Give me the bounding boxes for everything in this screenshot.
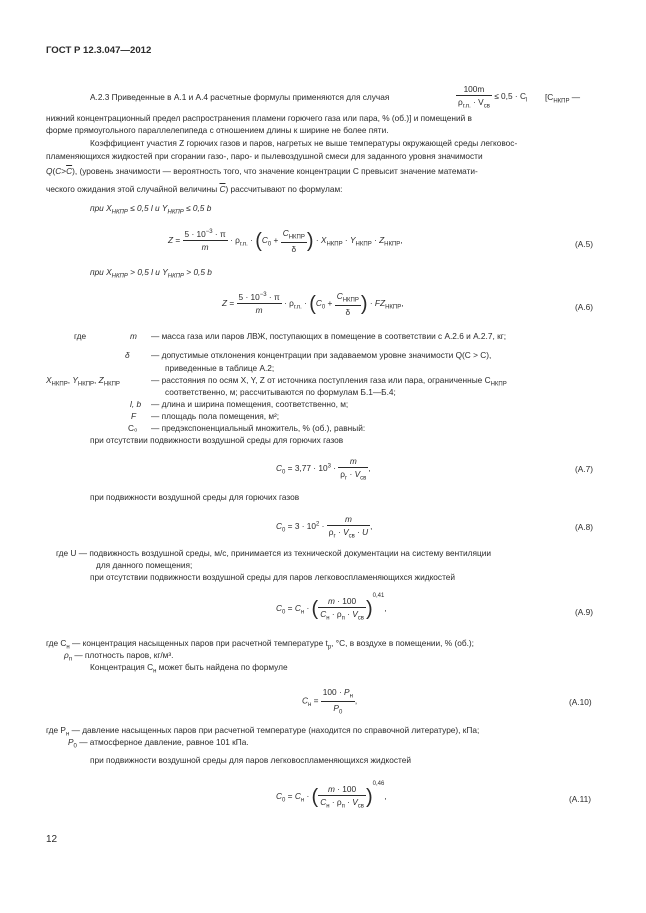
formula-a5: Z = $\frac{5 \cdot 10^{-3} \cdot \pi}{m}$ · $\rho_{г.п.} \cdot (C_0$ + $\frac{C_{НКПР}}{\delta}$ ) · $X_{НКПР} \cdot Y_{НКПР} \cdot Z_{НКПР}$, — [168, 228, 403, 254]
formula-a8: $C_0 = 3 \cdot 10^2$ · $\frac{m}{\rho_г \cdot V_{св} \cdot U}$ , — [276, 514, 373, 540]
formula-a7: $C_0 = 3,77 \cdot 10^3$ · $\frac{m}{\rho_г \cdot V_{св}}$ , — [276, 456, 371, 482]
paragraph-z-line3: $Q(C>\overline{C})$, (уровень значимости — вероятность того, что значение концентрации С превысит значение математи- — [46, 166, 478, 176]
equation-number-a7: (А.7) — [575, 464, 593, 474]
section-vapour-move: при подвижности воздушной среды для паров легковоспламеняющихся жидкостей — [90, 755, 411, 765]
def-U-line2: для данного помещения; — [96, 560, 193, 570]
equation-number-a6: (А.6) — [575, 302, 593, 312]
condition-2: при $X_{НКПР} > 0,5$ l и $Y_{НКПР} > 0,5$ b — [90, 267, 212, 280]
def-P0-line: $P_0$ — атмосферное давление, равное 101 кПа. — [68, 737, 249, 750]
paragraph-z-line2: пламеняющихся жидкостей при сгорании газо-, паро- и пылевоздушной смеси для заданного уровня значимости — [46, 151, 483, 161]
def-m-symbol: m — [130, 331, 137, 341]
page-number: 12 — [46, 834, 58, 845]
formula-a11: $C_0 = C_н$ · ( $\frac{m \cdot 100}{C_н \cdot \rho_п \cdot V_{св}}$ )$^{0,46}$, — [276, 781, 387, 810]
paragraph-a23-line1-tail: [$C_{НКПР}$ — — [545, 92, 581, 105]
equation-number-a9: (А.9) — [575, 607, 593, 617]
def-delta-text: — допустимые отклонения концентрации при задаваемом уровне значимости Q(С > C), — [151, 350, 492, 360]
where-label-1: где — [74, 331, 87, 341]
equation-number-a10: (А.10) — [569, 697, 592, 707]
def-m-text: — масса газа или паров ЛВЖ, поступающих в помещение в соответствии с А.2.6 и А.2.7, кг; — [151, 331, 507, 341]
def-xyz-text: — расстояния по осям X, Y, Z от источника поступления газа или пара, ограниченные $C_{НКПР}$ — [151, 375, 507, 388]
section-vapour-still: при отсутствии подвижности воздушной среды для паров легковоспламеняющихся жидкостей — [90, 572, 456, 582]
paragraph-a23-line1: A.2.3 Приведенные в А.1 и А.4 расчетные формулы применяются для случая — [90, 92, 390, 102]
condition-formula: $\frac{100m}{\rho_{г.п.} \cdot V_{св}}$ ≤ $0,5 \cdot C_l$ — [458, 84, 528, 110]
def-Pn-line: где $P_н$ — давление насыщенных паров при расчетной температуре (находится по справочной литературе), кПа; — [46, 725, 480, 738]
document-header: ГОСТ Р 12.3.047—2012 — [46, 45, 152, 56]
def-lb-text: — длина и ширина помещения, соответственно, м; — [151, 399, 349, 409]
formula-a10: $C_н$ = $\frac{100 \cdot P_н}{P_0}$ , — [302, 687, 358, 716]
def-U-line1: где U — подвижность воздушной среды, м/с, принимается из технической документации на систему вентиляции — [56, 548, 492, 558]
section-gas-move: при подвижности воздушной среды для горючих газов — [90, 492, 300, 502]
def-xyz-text2: соответственно, м; рассчитываются по формулам Б.1—Б.4; — [165, 387, 396, 397]
def-delta-text2: приведенные в таблице А.2; — [165, 363, 275, 373]
equation-number-a11: (А.11) — [569, 794, 591, 804]
def-lb-symbol: l, b — [130, 399, 142, 409]
paragraph-a23-line2: нижний концентрационный предел распространения пламени горючего газа или пара, % (об.)] и помещений в — [46, 113, 472, 123]
def-rho-line: $\rho_п$ — плотность паров, кг/м³. — [64, 650, 174, 663]
condition-1: при $X_{НКПР} \le 0,5$ l и $Y_{НКПР} \le 0,5$ b — [90, 203, 212, 216]
equation-number-a5: (А.5) — [575, 239, 593, 249]
def-Cn-line: где $C_н$ — концентрация насыщенных паров при расчетной температуре $t_р$, °С, в воздухе в помещении, % (об.); — [46, 638, 474, 651]
paragraph-a23-line3: форме прямоугольного параллелепипеда с отношением длины к ширине не более пяти. — [46, 125, 389, 135]
equation-number-a8: (А.8) — [575, 522, 593, 532]
def-C0-text: — предэкспоненциальный множитель, % (об.), равный: — [151, 423, 366, 433]
paragraph-z-line1: Коэффициент участия Z горючих газов и паров, нагретых не выше температуры окружающей среды легковос- — [90, 138, 518, 148]
section-gas-still: при отсутствии подвижности воздушной среды для горючих газов — [90, 435, 344, 445]
def-C0-symbol: C₀ — [128, 423, 138, 433]
def-xyz-symbol: $X_{НКПР}$, $Y_{НКПР}$, $Z_{НКПР}$ — [46, 375, 120, 388]
def-F-symbol: F — [131, 411, 137, 421]
def-F-text: — площадь пола помещения, м²; — [151, 411, 280, 421]
formula-a9: $C_0 = C_н$ · ( $\frac{m \cdot 100}{C_н \cdot \rho_п \cdot V_{св}}$ )$^{0,41}$, — [276, 593, 387, 622]
section-concentration: Концентрация $C_н$ может быть найдена по формуле — [90, 662, 288, 675]
formula-a6: Z = $\frac{5 \cdot 10^{-3} \cdot \pi}{m}$ · $\rho_{г.п.} \cdot (C_0$ + $\frac{C_{НКПР}}{\delta}$ ) · $FZ_{НКПР}$, — [222, 291, 404, 317]
paragraph-z-line4: ческого ожидания этой случайной величины $\overline{C}$) рассчитывают по формулам: — [46, 184, 343, 194]
def-delta-symbol: δ — [125, 350, 130, 360]
